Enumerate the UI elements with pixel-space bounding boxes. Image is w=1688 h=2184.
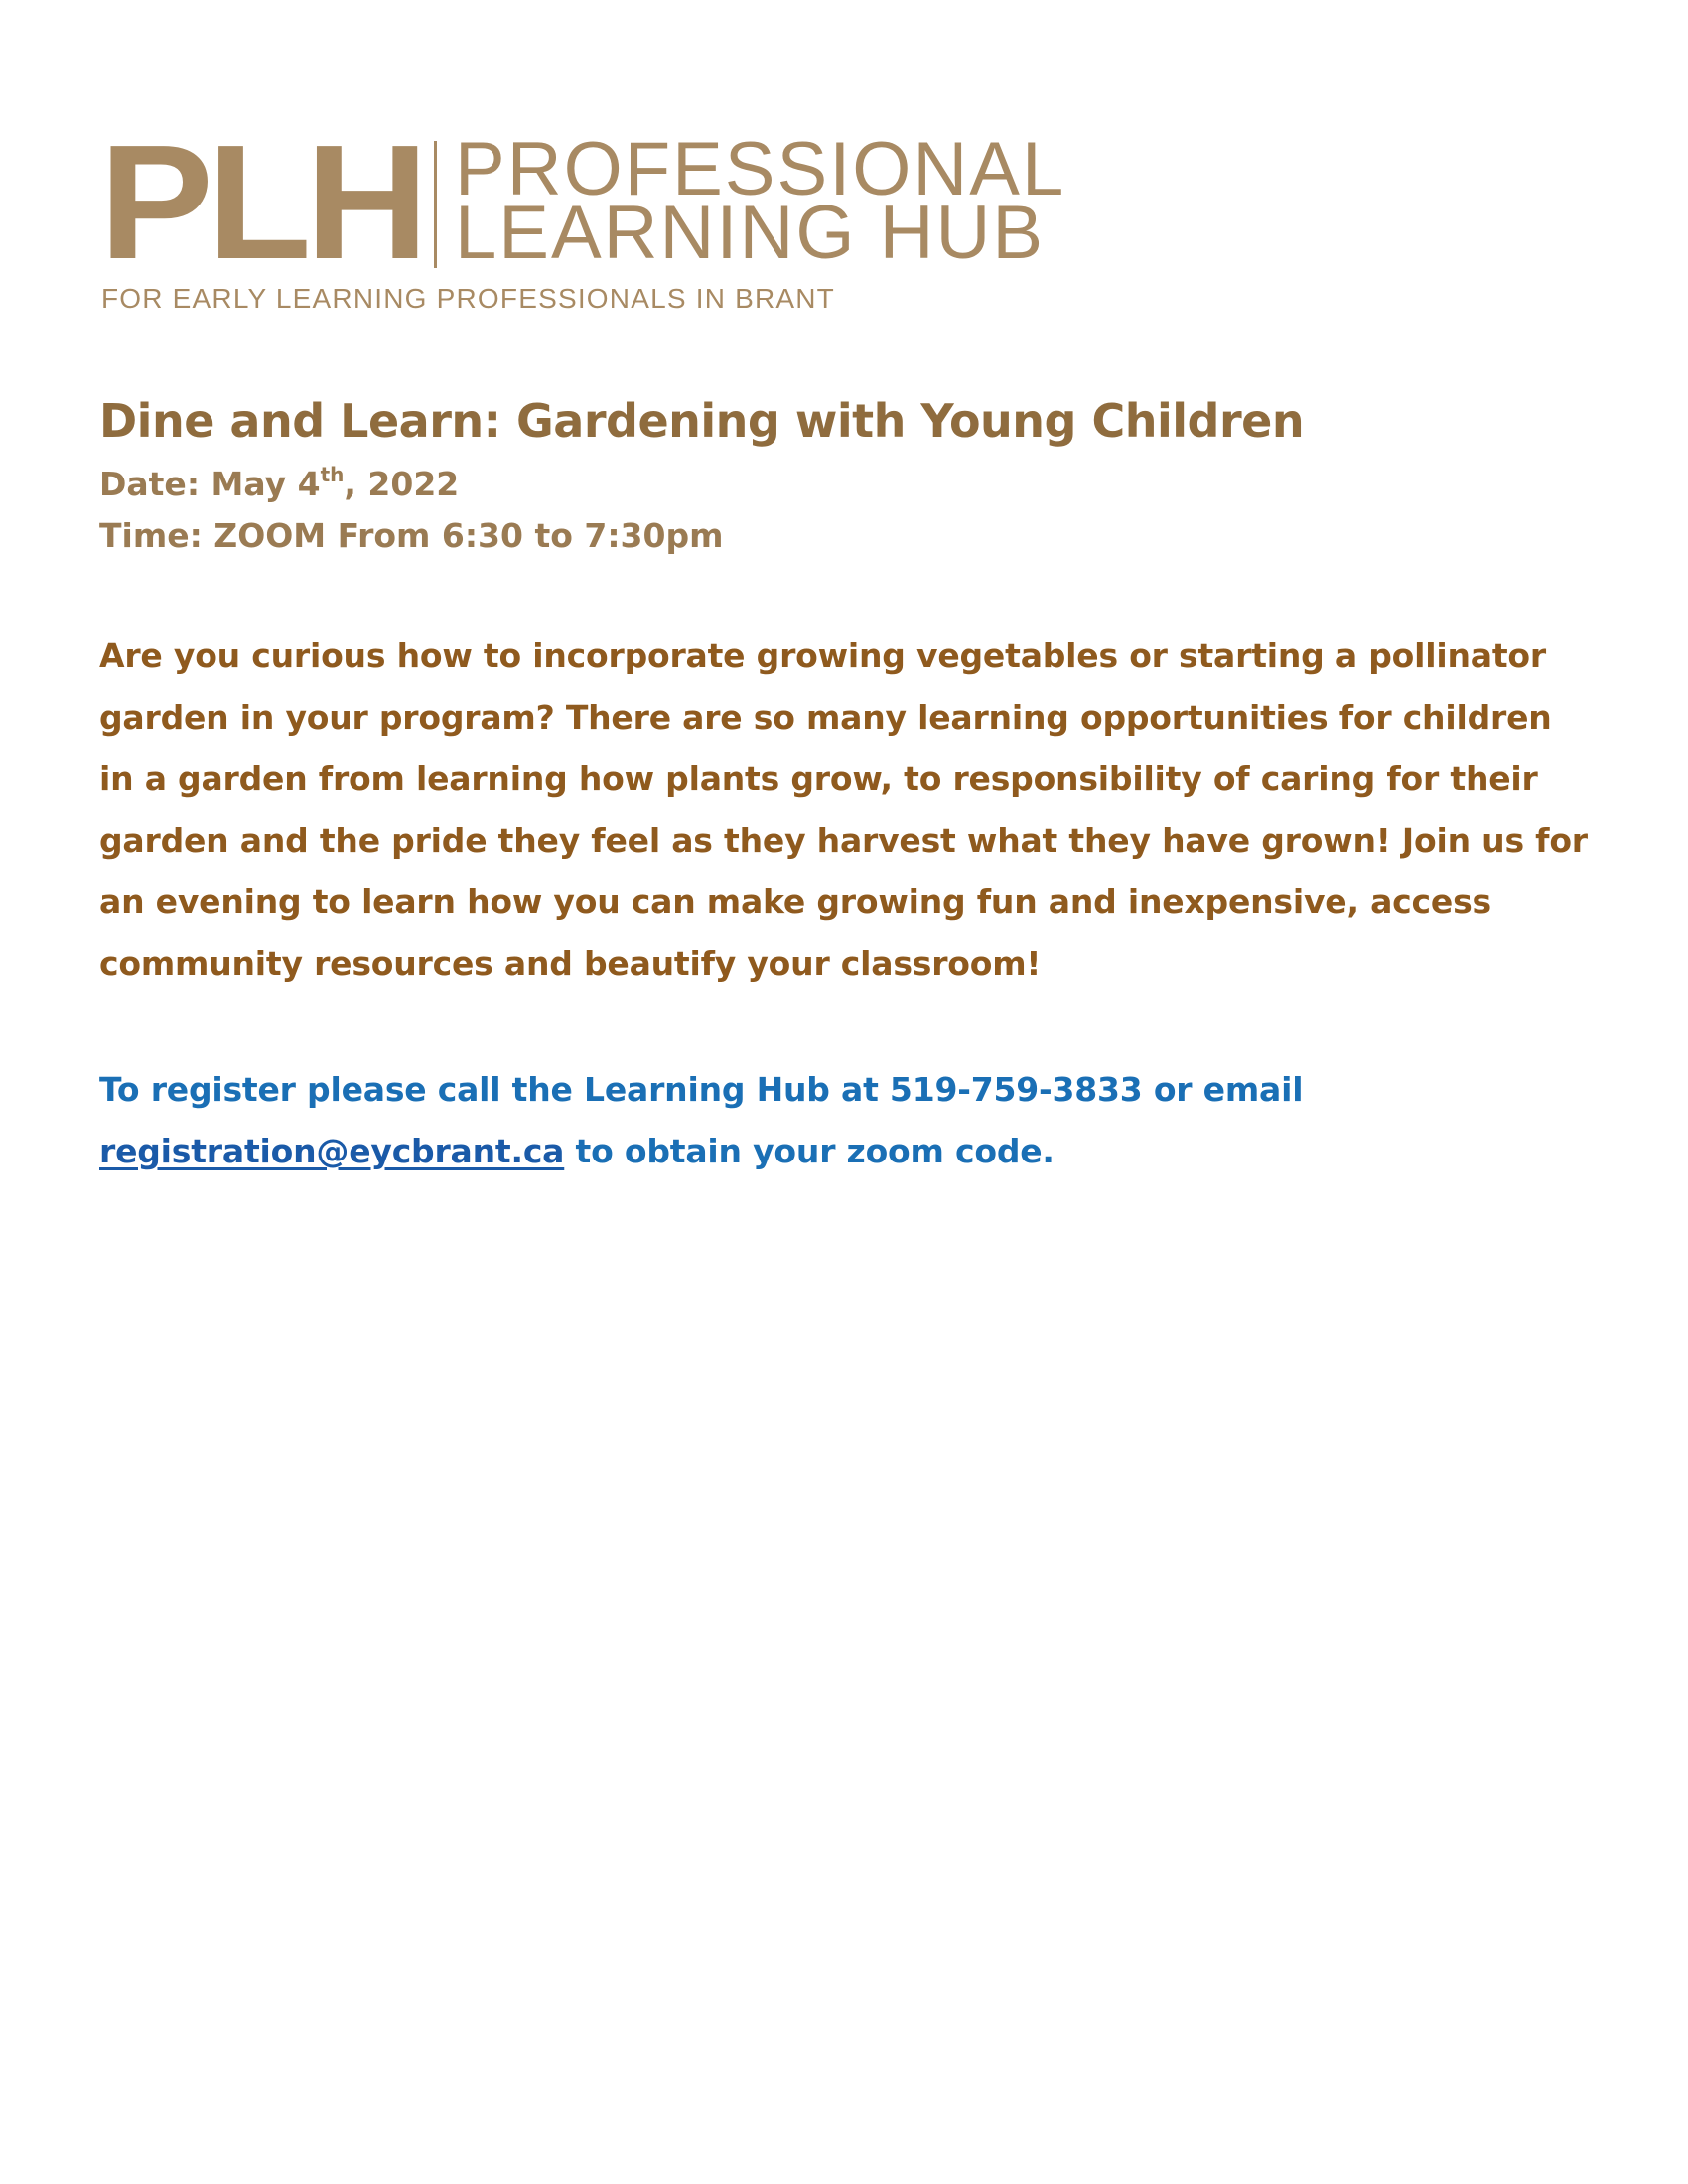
event-date-label: Date: [99, 465, 201, 503]
logo-divider [434, 141, 437, 268]
registration-email-link[interactable]: registration@eycbrant.ca [99, 1132, 565, 1170]
logo-initials: PLH [99, 111, 423, 293]
registration-info [99, 1059, 1589, 1182]
event-date [99, 463, 459, 506]
description-line: garden and the pride they feel as they harvest what they have grown! Join us for [99, 821, 1588, 860]
event-date-year: , 2022 [344, 465, 460, 503]
event-title: Dine and Learn: Gardening with Young Children [99, 394, 1305, 448]
plh-logo [99, 111, 1211, 318]
description-line: garden in your program? There are so many learning opportunities for children [99, 698, 1552, 737]
event-time: Time: ZOOM From 6:30 to 7:30pm [99, 516, 724, 555]
description-line: an evening to learn how you can make growing fun and inexpensive, access [99, 883, 1491, 921]
description-line: in a garden from learning how plants grow, to responsibility of caring for their [99, 759, 1538, 798]
registration-line-1: To register please call the Learning Hub at 519-759-3833 or email [99, 1070, 1304, 1109]
logo-line-professional: PROFESSIONAL [455, 127, 1066, 211]
description-line: community resources and beautify your classroom! [99, 944, 1042, 983]
event-description [99, 625, 1589, 995]
event-date-suffix: th [320, 463, 345, 486]
logo-line-learning-hub: LEARNING HUB [455, 191, 1046, 275]
registration-line-2-rest: to obtain your zoom code. [564, 1132, 1055, 1170]
event-date-day: May 4 [211, 465, 321, 503]
registration-line-2 [99, 1121, 1589, 1182]
description-line: Are you curious how to incorporate growing vegetables or starting a pollinator [99, 636, 1546, 675]
logo-tagline: FOR EARLY LEARNING PROFESSIONALS IN BRANT [101, 283, 835, 314]
